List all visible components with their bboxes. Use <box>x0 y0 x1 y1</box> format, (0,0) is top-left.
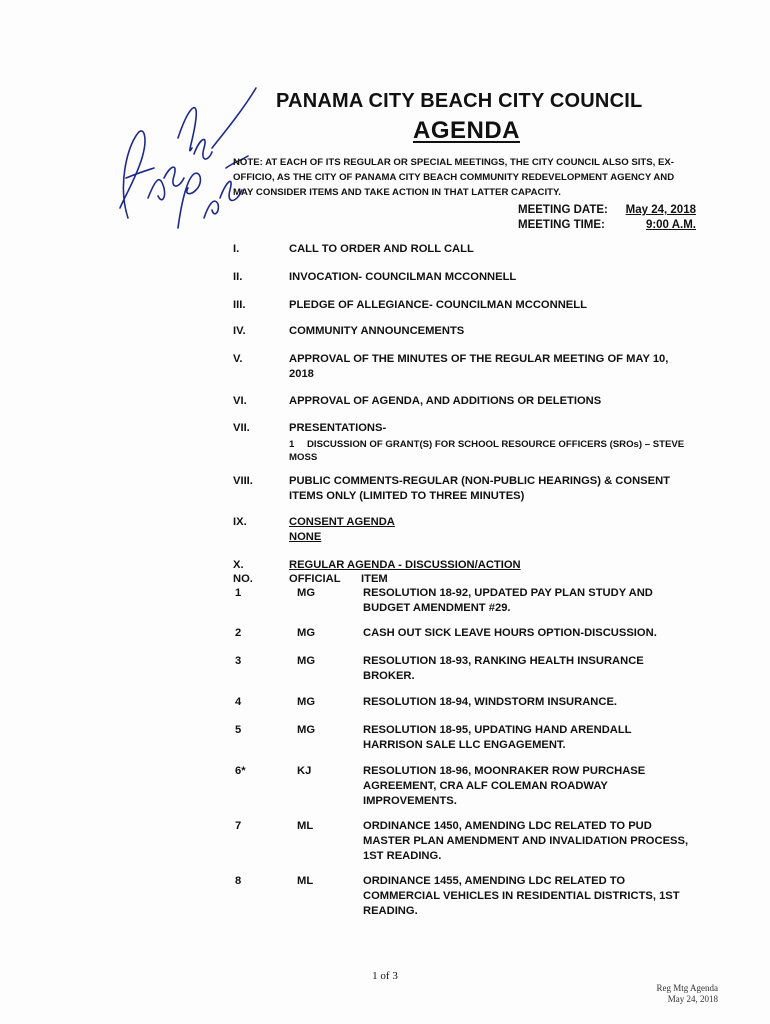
row-official: MG <box>297 724 316 736</box>
council-title: PANAMA CITY BEACH CITY COUNCIL <box>276 90 643 112</box>
row-item: RESOLUTION 18-93, RANKING HEALTH INSURANCE BROKER. <box>363 655 644 682</box>
cra-note: NOTE: AT EACH OF ITS REGULAR OR SPECIAL MEETINGS, THE CITY COUNCIL ALSO SITS, EX-OFFICIO, AS THE CITY OF PANAMA CITY BEACH COMMUNITY REDEVELOPMENT AGENCY AND MAY CONSIDER ITEMS AND TAKE ACTION IN THAT LATTER CAPACITY. <box>233 157 675 198</box>
row-number: 5 <box>235 724 242 736</box>
item-text: CALL TO ORDER AND ROLL CALL <box>289 243 474 255</box>
item-number: VIII. <box>233 475 253 487</box>
column-item: ITEM <box>361 573 388 585</box>
row-number: 1 <box>235 587 242 599</box>
meeting-time-label: MEETING TIME: <box>518 219 605 231</box>
item-number: VII. <box>233 422 250 434</box>
item-number: IV. <box>233 325 246 337</box>
row-official: MG <box>297 627 316 639</box>
meeting-date-row <box>518 203 696 218</box>
item-text-block <box>289 421 694 464</box>
meeting-time-row <box>518 218 696 233</box>
column-no: NO. <box>233 573 253 585</box>
column-official: OFFICIAL <box>289 573 341 585</box>
row-official: MG <box>297 655 316 667</box>
item-text-block <box>289 515 694 545</box>
item-text: COMMUNITY ANNOUNCEMENTS <box>289 325 465 337</box>
meeting-date-value: May 24, 2018 <box>625 204 696 216</box>
row-item: RESOLUTION 18-94, WINDSTORM INSURANCE. <box>363 696 618 708</box>
item-text: PRESENTATIONS- <box>289 422 387 434</box>
regular-agenda-title: REGULAR AGENDA - DISCUSSION/ACTION <box>289 559 521 571</box>
subitem-number: 1 <box>289 439 295 450</box>
row-official: ML <box>297 875 314 887</box>
row-official: ML <box>297 820 314 832</box>
item-text: PLEDGE OF ALLEGIANCE- COUNCILMAN MCCONNELL <box>289 299 587 311</box>
item-text: APPROVAL OF AGENDA, AND ADDITIONS OR DELETIONS <box>289 395 602 407</box>
row-official: MG <box>297 587 316 599</box>
item-text: CONSENT AGENDA <box>289 516 395 528</box>
page-number: 1 of 3 <box>372 970 398 982</box>
row-item: ORDINANCE 1455, AMENDING LDC RELATED TO COMMERCIAL VEHICLES IN RESIDENTIAL DISTRICTS, 1ST READING. <box>363 875 680 917</box>
row-number: 3 <box>235 655 242 667</box>
row-item: RESOLUTION 18-96, MOONRAKER ROW PURCHASE AGREEMENT, CRA ALF COLEMAN ROADWAY IMPROVEMENTS. <box>363 765 646 807</box>
item-number: III. <box>233 299 246 311</box>
row-number: 2 <box>235 627 242 639</box>
row-number: 4 <box>235 696 242 708</box>
row-item: CASH OUT SICK LEAVE HOURS OPTION-DISCUSSION. <box>363 627 657 639</box>
agenda-heading: AGENDA <box>413 117 521 144</box>
subitem-text: DISCUSSION OF GRANT(S) FOR SCHOOL RESOURCE OFFICERS (SROs) – STEVE MOSS <box>289 439 685 463</box>
meeting-info <box>518 203 696 233</box>
footer-doc-info <box>657 983 719 1005</box>
row-item: RESOLUTION 18-92, UPDATED PAY PLAN STUDY AND BUDGET AMENDMENT #29. <box>363 587 653 614</box>
row-official: MG <box>297 696 316 708</box>
footer-doc-name: Reg Mtg Agenda <box>656 983 718 993</box>
presentation-subitem <box>289 438 694 464</box>
meeting-time-value: 9:00 A.M. <box>645 219 696 231</box>
row-number: 7 <box>235 820 242 832</box>
item-text: APPROVAL OF THE MINUTES OF THE REGULAR MEETING OF MAY 10, 2018 <box>289 353 669 380</box>
row-number: 8 <box>235 875 242 887</box>
item-number: I. <box>233 243 240 255</box>
item-number: II. <box>233 271 243 283</box>
item-text: PUBLIC COMMENTS-REGULAR (NON-PUBLIC HEARINGS) & CONSENT ITEMS ONLY (LIMITED TO THREE MINUTES) <box>289 475 670 502</box>
footer-doc-date: May 24, 2018 <box>667 994 718 1004</box>
item-number: V. <box>233 353 243 365</box>
row-number: 6* <box>235 765 246 777</box>
meeting-date-label: MEETING DATE: <box>518 204 608 216</box>
item-number: VI. <box>233 395 247 407</box>
item-number: IX. <box>233 516 247 528</box>
row-official: KJ <box>297 765 312 777</box>
row-item: ORDINANCE 1450, AMENDING LDC RELATED TO PUD MASTER PLAN AMENDMENT AND INVALIDATION PROCESS, 1ST READING. <box>363 820 689 862</box>
row-item: RESOLUTION 18-95, UPDATING HAND ARENDALL HARRISON SALE LLC ENGAGEMENT. <box>363 724 632 751</box>
regular-agenda-number: X. <box>233 559 244 571</box>
consent-none: NONE <box>289 531 322 543</box>
item-text: INVOCATION- COUNCILMAN MCCONNELL <box>289 271 517 283</box>
